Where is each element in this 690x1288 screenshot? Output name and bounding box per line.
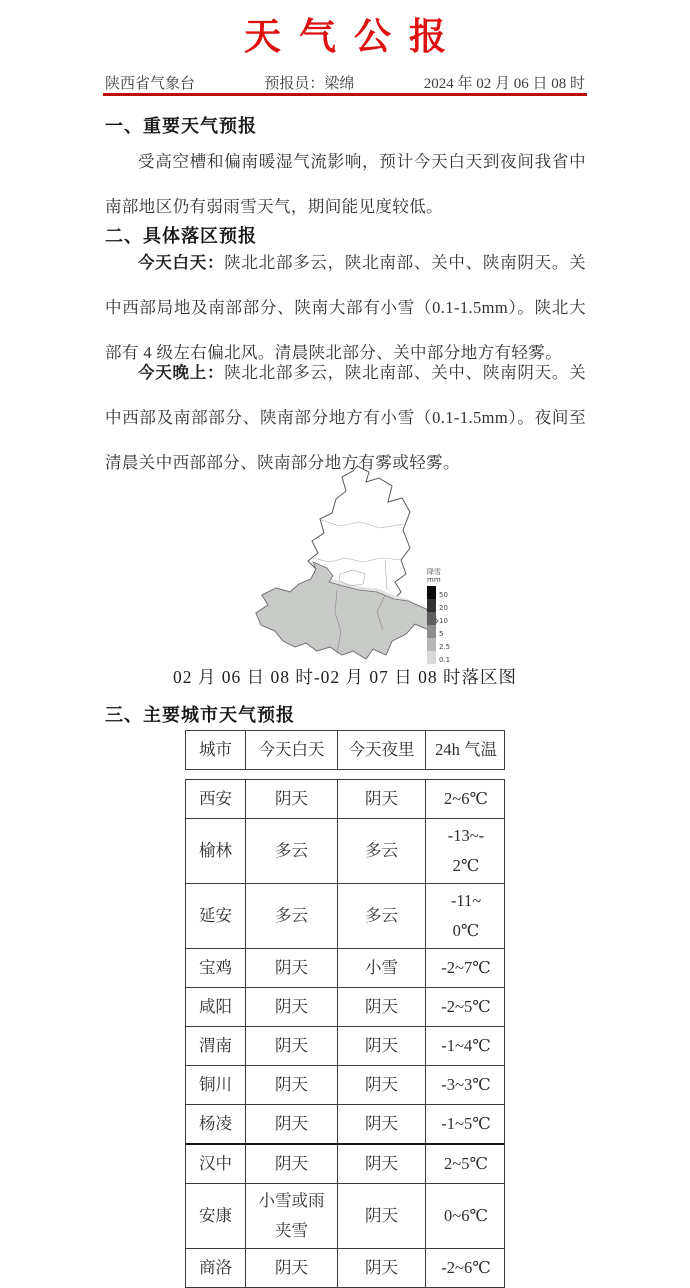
legend-unit: mm — [427, 576, 441, 584]
map-legend — [427, 568, 487, 664]
table-cell: 阴天 — [338, 988, 426, 1026]
table-cell: -2~5℃ — [441, 997, 491, 1016]
table-cell: 多云 — [338, 884, 426, 948]
night-lead: 今天晚上： — [138, 363, 225, 382]
table-cell: 阴天 — [246, 1145, 338, 1183]
table-cell: 榆林 — [186, 819, 246, 883]
table-cell: 多云 — [246, 819, 338, 883]
table-cell: 阴天 — [246, 949, 338, 987]
column-header-daytime: 今天白天 — [246, 731, 338, 769]
legend-row — [427, 651, 487, 664]
daytime-lead: 今天白天： — [138, 253, 225, 272]
map-legend-scale — [427, 586, 487, 664]
legend-swatch — [427, 586, 436, 599]
table-cell: 阴天 — [246, 1066, 338, 1104]
legend-tick-label: 20 — [439, 604, 448, 612]
legend-swatch — [427, 651, 436, 664]
map-caption: 02 月 06 日 08 时-02 月 07 日 08 时落区图 — [172, 667, 518, 687]
red-divider-rule — [103, 93, 587, 96]
table-row — [186, 884, 504, 949]
table-cell: 多云 — [338, 819, 426, 883]
legend-row — [427, 612, 487, 625]
table-row — [186, 949, 504, 988]
table-cell: -2~7℃ — [441, 958, 491, 977]
legend-row — [427, 638, 487, 651]
table-row — [186, 1105, 504, 1145]
table-row — [186, 1027, 504, 1066]
page-title: 天气公报 — [244, 17, 464, 58]
table-cell: 延安 — [186, 884, 246, 948]
city-weather-table — [185, 730, 505, 1288]
table-cell: 铜川 — [186, 1066, 246, 1104]
section-1-heading: 一、重要天气预报 — [105, 116, 257, 136]
column-header-temp: 24h 气温 — [435, 740, 497, 759]
table-cell: 商洛 — [186, 1249, 246, 1287]
legend-row — [427, 599, 487, 612]
table-cell: 2~6℃ — [444, 789, 488, 808]
table-row — [186, 819, 504, 884]
table-cell: 多云 — [246, 884, 338, 948]
table-cell: 阴天 — [246, 1027, 338, 1065]
table-row — [186, 988, 504, 1027]
table-row — [186, 1184, 504, 1249]
table-cell: 阴天 — [246, 1105, 338, 1143]
table-cell: 渭南 — [186, 1027, 246, 1065]
table-cell: -2~6℃ — [441, 1258, 491, 1277]
table-cell: -1~5℃ — [441, 1114, 491, 1133]
table-page-gap — [185, 770, 505, 779]
table-row — [186, 1066, 504, 1105]
section-1-paragraph: 受高空槽和偏南暖湿气流影响，预计今天白天到夜间我省中南部地区仍有弱雨雪天气，期间能见度较低。 — [105, 152, 586, 216]
table-cell: 小雪 — [338, 949, 426, 987]
legend-tick-label: 50 — [439, 591, 448, 599]
legend-title: 降雪 — [427, 568, 441, 576]
legend-swatch — [427, 599, 436, 612]
table-cell: -3~3℃ — [441, 1075, 491, 1094]
table-cell: 阴天 — [338, 1145, 426, 1183]
legend-tick-label: 10 — [439, 617, 448, 625]
section-3-heading: 三、主要城市天气预报 — [105, 705, 295, 725]
table-cell: 阴天 — [338, 1105, 426, 1143]
table-cell: 杨凌 — [186, 1105, 246, 1143]
table-row — [186, 1145, 504, 1184]
table-cell: 小雪或雨夹雪 — [246, 1184, 338, 1248]
table-cell: 阴天 — [338, 1027, 426, 1065]
table-cell: 2~5℃ — [444, 1154, 488, 1173]
legend-swatch — [427, 612, 436, 625]
meta-row — [105, 72, 585, 93]
table-cell: 咸阳 — [186, 988, 246, 1026]
forecast-zone-map — [245, 462, 565, 664]
legend-row — [427, 586, 487, 599]
table-cell: 阴天 — [338, 1184, 426, 1248]
forecaster-name: 预报员：梁绵 — [264, 76, 355, 92]
table-cell: 汉中 — [186, 1145, 246, 1183]
table-cell: 阴天 — [338, 780, 426, 818]
table-cell: 阴天 — [246, 1249, 338, 1287]
night-text: 陕北北部多云，陕北南部、关中、陕南阴天。关中西部及南部部分、陕南部分地方有小雪（0.1-1.5mm）。夜间至清晨关中西部部分、陕南部分地方有雾或轻雾。 — [105, 363, 586, 472]
table-cell: -1~4℃ — [441, 1036, 491, 1055]
issue-datetime: 2024 年 02 月 06 日 08 时 — [423, 76, 585, 92]
section-2-heading: 二、具体落区预报 — [105, 226, 257, 246]
table-cell: 0~6℃ — [444, 1206, 488, 1225]
table-cell: -13~-2℃ — [447, 826, 485, 875]
table-cell: 阴天 — [338, 1249, 426, 1287]
legend-row — [427, 625, 487, 638]
table-cell: 西安 — [186, 780, 246, 818]
table-cell: 阴天 — [338, 1066, 426, 1104]
legend-tick-label: 0.1 — [439, 656, 451, 664]
legend-swatch — [427, 638, 436, 651]
table-cell: -11~0℃ — [450, 891, 482, 940]
column-header-night: 今天夜里 — [338, 731, 426, 769]
table-row — [186, 780, 504, 819]
legend-tick-label: 2.5 — [439, 643, 451, 651]
table-row — [186, 1249, 504, 1287]
legend-swatch — [427, 625, 436, 638]
table-cell: 阴天 — [246, 780, 338, 818]
table-cell: 阴天 — [246, 988, 338, 1026]
table-cell: 宝鸡 — [186, 949, 246, 987]
legend-tick-label: 5 — [439, 630, 444, 638]
table-cell: 安康 — [186, 1184, 246, 1248]
column-header-city: 城市 — [186, 731, 246, 769]
table-header-row — [185, 730, 505, 770]
station-name: 陕西省气象台 — [105, 76, 196, 92]
daytime-text: 陕北北部多云，陕北南部、关中、陕南阴天。关中西部局地及南部部分、陕南大部有小雪（0.1-1.5mm）。陕北大部有 4 级左右偏北风。清晨陕北部分、关中部分地方有轻雾。 — [105, 253, 586, 362]
city-table-body — [185, 779, 505, 1288]
